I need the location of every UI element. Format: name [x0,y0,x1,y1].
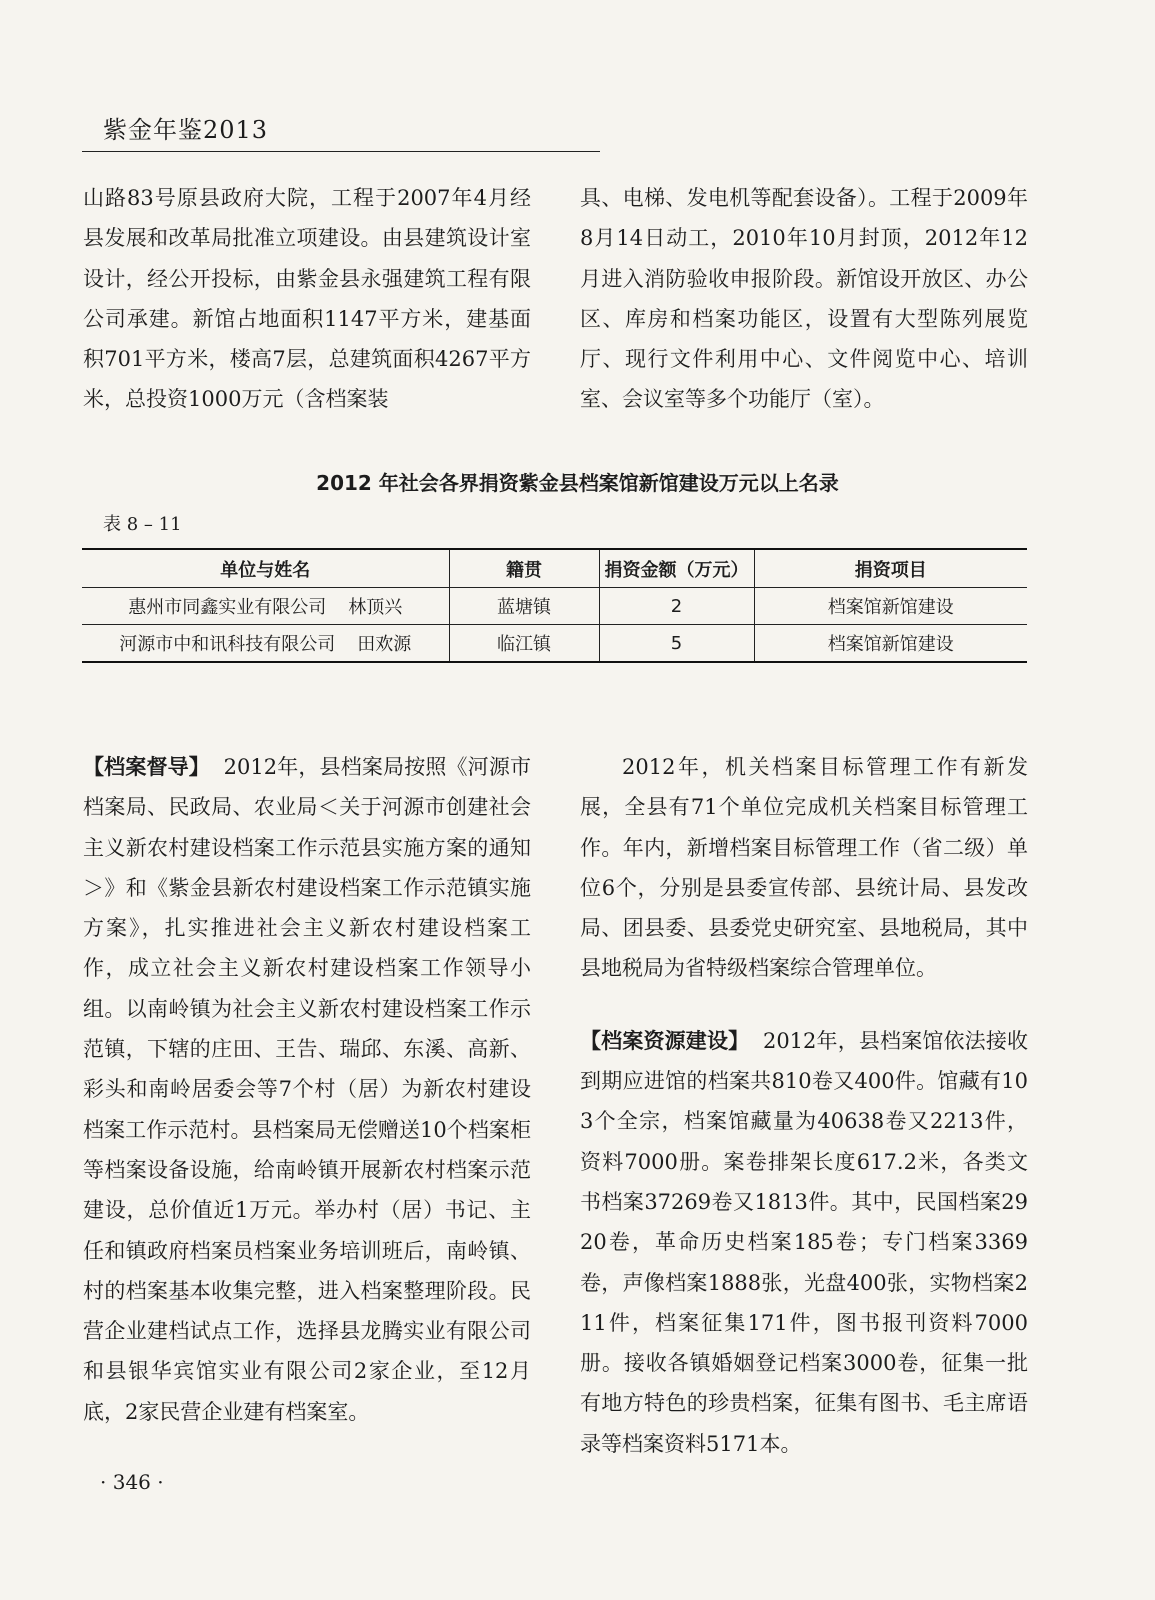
supervision-text: 2012年，县档案局按照《河源市档案局、民政局、农业局＜关于河源市创建社会主义新农村建设档案工作示范县实施方案的通知＞》和《紫金县新农村建设档案工作示范镇实施方案》，扎实推进社会主义新农村建设档案工作，成立社会主义新农村建设档案工作领导小组。以南岭镇为社会主义新农村建设档案工作示范镇，下辖的庄田、王告、瑞邱、东溪、高新、彩头和南岭居委会等7个村（居）为新农村建设档案工作示范村。县档案局无偿赠送10个档案柜等档案设备设施，给南岭镇开展新农村档案示范建设，总价值近1万元。举办村（居）书记、主任和镇政府档案员档案业务培训班后，南岭镇、村的档案基本收集完整，进入档案整理阶段。民营企业建档试点工作，选择县龙腾实业有限公司和县银华宾馆实业有限公司2家企业，至12月底，2家民营企业建有档案室。 [83,755,531,1424]
table-row [82,588,1027,625]
donor-cell [82,625,449,663]
donor-unit: 惠州市同鑫实业有限公司 [128,597,327,618]
table-number: 表 8 – 11 [103,514,182,535]
supervision-heading: 【档案督导】 [83,755,210,779]
page-number: · 346 · [100,1470,164,1494]
donor-unit: 河源市中和讯科技有限公司 [119,634,336,655]
target-management-paragraph: 2012年，机关档案目标管理工作有新发展，全县有71个单位完成机关档案目标管理工作。年内，新增档案目标管理工作（省二级）单位6个，分别是县委宣传部、县统计局、县发改局、团县委、县委党史研究室、县地税局，其中县地税局为省特级档案综合管理单位。 [580,755,1028,981]
running-head: 紫金年鉴2013 [103,116,269,144]
donor-cell [82,588,449,625]
donor-person: 田欢源 [357,634,412,655]
intro-left-column [83,178,531,420]
header-amount: 捐资金额（万元） [599,549,754,588]
table-row [82,625,1027,663]
header-origin: 籍贯 [449,549,599,588]
donor-table [82,548,1027,663]
header-project: 捐资项目 [754,549,1027,588]
resources-paragraph [580,1021,1028,1464]
donor-amount: 5 [599,625,754,663]
intro-left-text: 山路83号原县政府大院，工程于2007年4月经县发展和改革局批准立项建设。由县建筑设计室设计，经公开投标，由紫金县永强建筑工程有限公司承建。新馆占地面积1147平方米，建基面积701平方米，楼高7层，总建筑面积4267平方米，总投资1000万元（含档案装 [83,186,531,412]
supervision-paragraph [83,747,531,1432]
donor-origin: 临江镇 [449,625,599,663]
intro-right-column [580,178,1028,420]
right-lower-column [580,747,1028,1464]
table-header-row [82,549,1027,588]
resources-heading: 【档案资源建设】 [580,1028,750,1053]
table-title: 2012 年社会各界捐资紫金县档案馆新馆建设万元以上名录 [316,471,839,495]
supervision-column [83,747,531,1432]
header-rule [82,151,600,152]
intro-right-text: 具、电梯、发电机等配套设备）。工程于2009年8月14日动工，2010年10月封顶，2012年12月进入消防验收申报阶段。新馆设开放区、办公区、库房和档案功能区，设置有大型陈列展览厅、现行文件利用中心、文件阅览中心、培训室、会议室等多个功能厅（室）。 [580,186,1028,412]
donor-origin: 蓝塘镇 [449,588,599,625]
header-unit-name: 单位与姓名 [82,549,449,588]
donor-project: 档案馆新馆建设 [754,625,1027,663]
donor-project: 档案馆新馆建设 [754,588,1027,625]
donor-person: 林顶兴 [348,597,403,618]
donor-amount: 2 [599,588,754,625]
resources-text: 2012年，县档案馆依法接收到期应进馆的档案共810卷又400件。馆藏有103个全宗，档案馆藏量为40638卷又2213件，资料7000册。案卷排架长度617.2米，各类文书档案37269卷又1813件。其中，民国档案2920卷，革命历史档案185卷；专门档案3369卷，声像档案1888张，光盘400张，实物档案211件，档案征集171件，图书报刊资料7000册。接收各镇婚姻登记档案3000卷，征集一批有地方特色的珍贵档案，征集有图书、毛主席语录等档案资料5171本。 [580,1028,1028,1456]
